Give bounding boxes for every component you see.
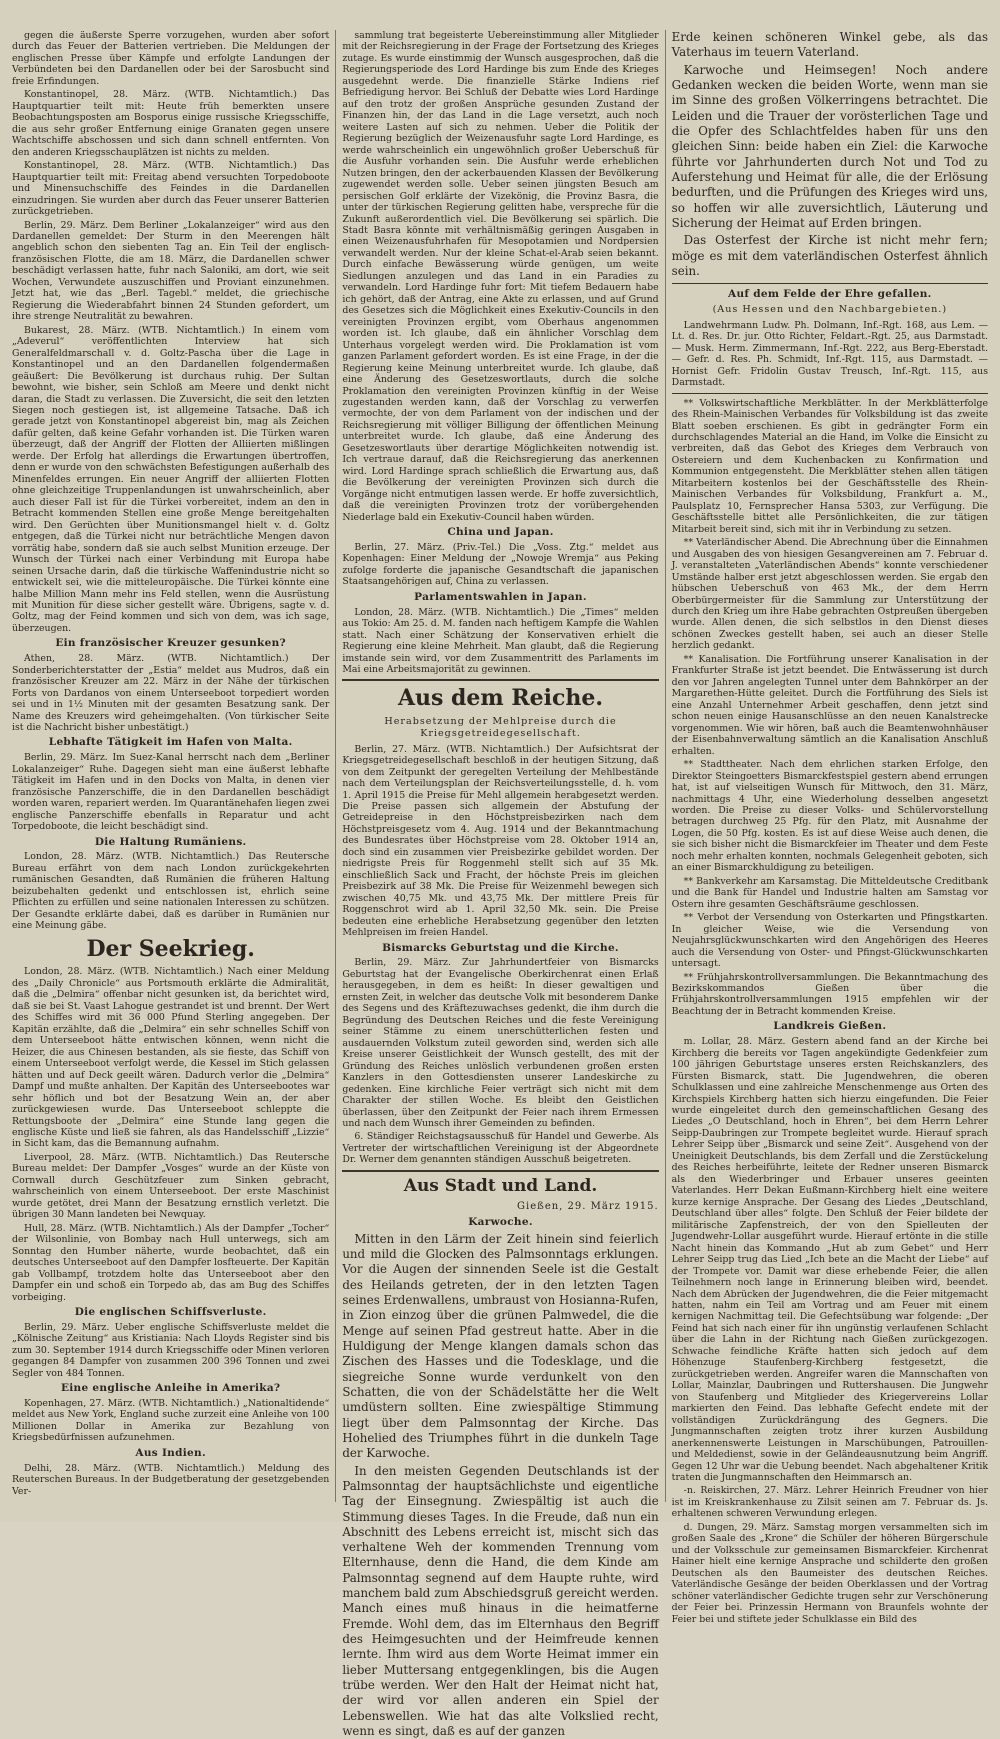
article-paragraph: Berlin, 29. März. Im Suez-Kanal herrscht nach dem „Berliner Lokalanzeiger“ Ruhe. Dagegen sieht man eine äußerst lebhafte Tätigkeit im Hafen und in den Docks von Malta, in denen vier französische Panzerschiffe, die in den Dardanellen beschädigt worden waren, repariert werden. Im Quarantänehafen liegen zwei englische Panzerschiffe ebenfalls in Reparatur und acht Torpedoboote, die leicht beschädigt sind.	[12, 752, 330, 833]
karwoche-body	[342, 1232, 658, 1739]
article-paragraph: Hull, 28. März. (WTB. Nichtamtlich.) Als der Dampfer „Tocher“ der Wilsonlinie, von Bombay nach Hull unterwegs, sich am Sonntag den Humber näherte, wurde beobachtet, daß ein deutsches Unterseeboot auf den Dampfer losfteuerte. Der Kapitän gab Vollbampf, trotzdem holte das Unterseeboot aber den Dampfer ein und schoß ein Torpedo ab, das am Bug des Schiffes vorbeiging.	[12, 1222, 330, 1303]
section-title-reiche: Aus dem Reiche.	[397, 685, 604, 712]
article-paragraph: Berlin, 27. März. (WTB. Nichtamtlich.) Der Aufsichtsrat der Kriegsgetreidegesellschaft beschloß in der heutigen Sitzung, daß von dem Zeitpunkt der geregelten Verteilung der Mehlbestände nach dem Verteilungsplan der Reichsverteilungsstelle, d. h. vom 1. April 1915 die Preise für Mehl allgemein herabgesetzt werden. Die Preise passen sich allgemein der Abstufung der Getreidepreise in den Höchstpreisbezirken nach dem Höchstpreisgesetz vom 4. Aug. 1914 und der Bekanntmachung des Bundesrates über Höchstpreise vom 28. Oktober 1914 an, doch sind ein zusammen vier Preisbezirke gebildet worden. Der niedrigste Preis für Roggenmehl stellt sich auf 35 Mk. einschließlich Sack und Fracht, der höchste Preis im gleichen Preisbezirk auf 38 Mk. Die Preise für Weizenmehl bewegen sich zwischen 40,75 Mk. und 43,75 Mk. Der mittlere Preis für Roggenschrot wird ab 1. April 32,50 Mk. sein. Die Preise bedeuten eine erhebliche Herabsetzung gegenüber den letzten Mehlpreisen im freien Handel.	[342, 743, 659, 939]
headline-japan: Parlamentswahlen in Japan.	[414, 590, 587, 603]
article-paragraph: Das Osterfest der Kirche ist nicht mehr fern; möge es mit dem vaterländischen Osterfest ähnlich sein.	[671, 233, 989, 278]
article-paragraph: ** Volkswirtschaftliche Merkblätter. In der Merkblätterfolge des Rhein-Mainischen Verbandes für Volksbildung ist das zweite Blatt soeben erschienen. Es gibt in gedrängter Form ein durchschlagendes Material an die Hand, im Volke die Einsicht zu verbreiten, daß das Gebot des Krieges dem Verbrauch von Ostereiern und dem Kuchenbacken zu Konfirmation und Kommunion entgegensteht. Die Merkblätter stehen allen tätigen Mitarbeitern kostenlos bei der Geschäftsstelle des Rhein-Mainischen Verbandes für Volksbildung, Frankfurt a. M., Paulsplatz 10, Fernsprecher Hansa 5303, zur Verfügung. Die Geschäftsstelle bittet alle Persönlichkeiten, die zur tätigen Mitarbeit bereit sind, sich mit ihr in Verbindung zu setzen.	[671, 397, 989, 535]
divider	[342, 679, 658, 681]
section-title-seekrieg: Der Seekrieg.	[86, 935, 255, 962]
article-paragraph: -n. Reiskirchen, 27. März. Lehrer Heinrich Freudner von hier ist im Kreiskrankenhause zu Zilsit seinen am 7. Februar ds. Js. erhaltenen schweren Verwundung erlegen.	[671, 1485, 989, 1520]
headline-malta: Lebhafte Tätigkeit im Hafen von Malta.	[48, 736, 293, 749]
headline-rumaenien: Die Haltung Rumäniens.	[94, 835, 247, 848]
column-3	[665, 30, 994, 1625]
article-paragraph: Berlin, 29. März. Dem Berliner „Lokalanzeiger“ wird aus den Dardanellen gemeldet: Der Sturm in den Meerengen hält angeblich schon den siebenten Tag an. Ein Teil der englisch-französischen Flotte, die am 18. März, die Dardanellen schwer beschädigt verlassen hatte, fuhr nach Saloniki, am dort, wie seit Wochen, Verwundete auszuschiffen und Proviant einzunehmen. Jetzt hat, wie das „Berl. Tagebl.“ meldet, die griechische Regierung die Wiederabfahrt binnen 24 Stunden gefordert, um ihre strenge Neutralität zu bewahren.	[12, 219, 330, 323]
article-paragraph: Konstantinopel, 28. März. (WTB. Nichtamtlich.) Das Hauptquartier teilt mit: Freitag abend versuchten Torpedoboote und Minensuchschiffe des Feindes in die Dardanellen einzudringen. Sie wurden aber durch das Feuer unserer Batterien zurückgetrieben.	[12, 160, 330, 218]
column-2	[335, 30, 664, 1739]
article-paragraph: Erde keinen schöneren Winkel gebe, als das Vaterhaus im teuern Vaterland.	[671, 30, 989, 60]
article-paragraph: ** Frühjahrskontrollversammlungen. Die Bekanntmachung des Bezirkskommandos Gießen über die Frühjahrskontrollversammlungen 1915 empfehlen wir der Beachtung der in Betracht kommenden Kreise.	[671, 971, 989, 1017]
article-paragraph: Kopenhagen, 27. März. (WTB. Nichtamtlich.) „Nationaltidende“ meldet aus New York, England suche zurzeit eine Anleihe von 100 Millionen Dollar in Amerika zur Bezahlung von Kriegsbedürfnissen aufzunehmen.	[12, 1397, 330, 1444]
article-paragraph: Konstantinopel, 28. März. (WTB. Nichtamtlich.) Das Hauptquartier teilt mit: Heute früh bemerkten unsere Beobachtungsposten am Bosporus einige russische Kriegsschiffe, die aus sehr großer Entfernung einige Granaten gegen unsere Wachtschiffe abschossen und sich dann schnell entfernten. Von den anderen Kriegsschauplätzen ist nichts zu melden.	[12, 89, 330, 158]
subheadline: (Aus Hessen und den Nachbargebieten.)	[712, 304, 948, 316]
article-paragraph: m. Lollar, 28. März. Gestern abend fand an der Kirche bei Kirchberg die bereits vor Tagen angekündigte Gedenkfeier zum 100 jährigen Geburtstage unseres ersten Reichskanzlers, des Fürsten Bismarck, statt. Die Jugendwehren, die oberen Schulklassen und eine zahlreiche Menschenmenge aus Orten des Kirchspiels Kirchberg hatten sich hierzu eingefunden. Die Feier wurde eingeleitet durch den gemeinschaftlichen Gesang des Liedes „O Deutschland, hoch in Ehren“, bei dem Herrn Lehrer Seipp-Daubringen zur Trompete begleitet wurde. Hierauf sprach Lehrer Seipp über „Bismarck und seine Zeit“. Ausgehend von der Uneinigkeit Deutschlands, bis dem Zerfall und die Zerstückelung des Reiches herbeiführte, leitete der Redner unseren Bismarck als den Wiederbringer und Erbauer unseres geeinten Vaterlandes. Herr Dekan Eußmann-Kirchberg hielt eine weitere kurze kernige Ansprache. Der Gesang des Liedes „Deutschland, Deutschland über alles“ folgte. Den Schluß der Feier bildete der militärische Zapfenstreich, der von den Spielleuten der Jugendwehr-Lollar ausgeführt wurde. Hierauf ertönte in die stille Nacht hinein das Kommando „Hut ab zum Gebet“ und Herr Lehrer Seipp trug das Lied „Ich bete an die Macht der Liebe“ auf der Trompete vor. Damit war diese erhebende Feier, die allen Teilnehmern noch lange in Erinnerung bleiben wird, beendet. Nach dem Abrücken der Jugendwehren, die die Feier mitgemacht hatten, nahm ein Teil am Vortrag und am Feuer mit einem kernigen Nachmittag teil. Die Gefechtsübung war folgende: „Der Feind hat sich nach einer für ihn ungünstig verlaufenen Schlacht über die Lahn in der Richtung nach Gießen zurückgezogen. Schwache feindliche Kräfte hatten sich jedoch auf dem Höhenzuge Staufenberg-Kirchberg festgesetzt, die zurückgetrieben werden. Angreifer waren die Mannschaften von Lollar, Mainzlar, Daubringen und Ruttershausen. Die Jungwehr von Staufenberg und Mitglieder des Kriegervereins Lollar markierten den Feind. Das lebhafte Gefecht endete mit der vollständigen Zurückdrängung des Gegners. Die Jungmannschaften zeigten trotz ihrer kurzen Ausbildung anerkennenswerte Leistungen in Marschübungen, Patrouillen- und Meldedienst, sowie in der Geländeausnutzung beim Angriff. Gegen 12 Uhr war die Uebung beendet. Nach abgehaltener Kritik traten die Jungmannschaften den Heimmarsch an.	[671, 1036, 989, 1484]
section-title-stadt: Aus Stadt und Land.	[403, 1175, 598, 1196]
headline-bismarck: Bismarcks Geburtstag und die Kirche.	[382, 941, 619, 954]
subheadline: Herabsetzung der Mehlpreise durch die Kriegsgetreidegesellschaft.	[384, 716, 617, 739]
article-paragraph: Berlin, 27. März. (Priv.-Tel.) Die „Voss. Ztg.“ meldet aus Kopenhagen: Einer Meldung der „Nowoje Wremja“ aus Peking zufolge forderte die japanische Gesandtschaft die japanischen Staatsangehörigen auf, China zu verlassen.	[342, 541, 659, 588]
article-paragraph: London, 28. März. (WTB. Nichtamtlich.) Das Reutersche Bureau erfährt von dem nach London zurückgekehrten rumänischen Gesandten, daß Rumänien die früheren Haltung beizubehalten gedenkt und entschlossen ist, ehrlich seine Pflichten zu erfüllen und seine nationalen Interessen zu schützen. Der Gesandte erklärte dabei, daß es darüber in Rumänien nur eine Meinung gäbe.	[12, 851, 330, 932]
article-paragraph: Athen, 28. März. (WTB. Nichtamtlich.) Der Sonderberichterstatter der „Estia“ meldet aus Mudros, daß ein französischer Kreuzer am 22. März in der Nähe der türkischen Forts von Dardanos von einem Unterseeboot torpediert worden sei und in 1½ Minuten mit der gesamten Besatzung sank. Der Name des Kreuzers wird geheimgehalten. (Von türkischer Seite ist die Nachricht bisher unbestätigt.)	[12, 653, 330, 733]
article-paragraph: London, 28. März. (WTB. Nichtamtlich.) Die „Times“ melden aus Tokio: Am 25. d. M. fanden nach heftigem Kampfe die Wahlen statt. Nach einer Schätzung der Konservativen erhielt die Regierung eine kleine Mehrheit. Man glaubt, daß die Regierung imstande sein wird, vor dem Zusammentritt des Parlaments im Mai eine Arbeitsmajorität zu gewinnen.	[342, 606, 659, 675]
article-paragraph: In den meisten Gegenden Deutschlands ist der Palmsonntag der hauptsächlichste und eigentliche Tag der Einsegnung. Zwiespältig ist auch die Stimmung dieses Tages. In die Freude, daß nun ein Abschnitt des Lebens erreicht ist, mischt sich das verhaltene Weh der kommenden Trennung vom Elternhause, denn die Hand, die dem Kinde am Palmsonntag segnend auf dem Haupte ruhte, wird manchem bald zum Abschiedsgruß gereicht werden. Manch eines muß hinaus in die heimatferne Fremde. Wohl dem, das im Elternhaus den Begriff des Heimgesuchten und der Heimfreude kennen lernte. Ihm wird aus dem Worte Heimat immer ein lieber Muttersang entgegenklingen, bis die Augen trübe werden. Wer den Halt der Heimat nicht hat, der wird vor allen anderen ein Spiel der Lebenswellen. Wie hat das alte Volkslied recht, wenn es singt, daß es auf der ganzen	[342, 1463, 659, 1739]
article-paragraph: gegen die äußerste Sperre vorzugehen, wurden aber sofort durch das Feuer der Batterien vertrieben. Die Meldungen der englischen Presse über Kämpfe und erfolgte Landungen der Verbündeten bei den Dardanellen oder bei der Sarosbucht sind freie Erfindungen.	[12, 30, 330, 87]
article-paragraph: London, 28. März. (WTB. Nichtamtlich.) Nach einer Meldung des „Daily Chronicle“ aus Portsmouth erklärte die Admiralität, daß die „Delmira“ offenbar nicht gesunken ist, da berichtet wird, daß sie bei St. Vaast Lahogue gestrandet ist und brennt. Der Wert des Schiffes wird mit 36 000 Pfund Sterling angegeben. Der Kapitän erzählte, daß die „Delmira“ ein sehr schnelles Schiff von dem Unterseeboot hätte entwischen können, wenn nicht die Heizer, die aus Chinesen bestanden, als sie fieste, das Schiff von einem Unterseeboot verfolgt werde, die Kessel im Stich gelassen hätten und auf Deck geeilt wären. Dadurch verlor die „Delmira“ Dampf und mußte anhalten. Der Kapitän des Unterseebootes war sehr höflich und bot der Besatzung Wein an, der aber zurückgewiesen wurde. Das Unterseeboot schleppte die Rettungsboote der „Delmira“ eine Stunde lang gegen die englische Küste und ließ sie fahren, als das Handelsschiff „Lizzie“ in Sicht kam, das die Bemannung aufnahm.	[12, 966, 330, 1150]
article-paragraph: Mitten in den Lärm der Zeit hinein sind feierlich und mild die Glocken des Palmsonntags erklungen. Vor die Augen der sinnenden Seele ist die Gestalt des Heilands getreten, der in den letzten Tagen seines Erdenwallens, umbraust von Hosianna-Rufen, in Zion einzog über die grünen Palmwedel, die die Menge auf seinen Pfad gestreut hatte. Aber in die Huldigung der Menge klangen damals schon das Zischen des Hasses und die Todesklage, und die siegreiche Sonne wurde verdunkelt von den Schatten, die von der Schädelstätte her die Welt umdüstern sollten. Eine zwiespältige Stimmung liegt über dem Palmsonntag der Kirche. Das Hohelied des Triumphes führt in die dunkeln Tage der Karwoche.	[342, 1231, 659, 1461]
column-1	[6, 30, 335, 1502]
article-paragraph: Delhi, 28. März. (WTB. Nichtamtlich.) Meldung des Reuterschen Bureaus. In der Budgetberatung der gesetzgebenden Ver-	[12, 1462, 330, 1497]
article-paragraph: Liverpool, 28. März. (WTB. Nichtamtlich.) Das Reutersche Bureau meldet: Der Dampfer „Vosges“ wurde an der Küste von Cornwall durch Geschützfeuer zum Sinken gebracht, wahrscheinlich von einem Unterseeboot. Der erste Maschinist wurde getötet, drei Mann der Besatzung ernstlich verletzt. Die übrigen 30 Mann landeten bei Newquay.	[12, 1151, 330, 1221]
headline-china: China und Japan.	[447, 526, 554, 539]
columns	[6, 30, 994, 1739]
headline-karwoche: Karwoche.	[468, 1215, 533, 1228]
divider	[672, 393, 988, 394]
article-paragraph: Bukarest, 28. März. (WTB. Nichtamtlich.) In einem vom „Adeverul“ veröffentlichten Interview hat sich Generalfeldmarschall v. d. Goltz-Pascha über die Lage in Konstantinopel und an den Dardanellen folgendermaßen geäußert: Die Bevölkerung ist durchaus ruhig. Der Sultan bewohnt, wie bisher, sein Schloß am Meere und denkt nicht daran, die Stadt zu verlassen. Die Zuversicht, die seit den letzten Siegen noch gestiegen ist, ist allgemeine Tatsache. Daß ich gerade jetzt von Konstantinopel abgereist bin, mag als Zeichen dafür gelten, daß keine Gefahr vorhanden ist. Die Türken waren überzeugt, daß der Angriff der Flotten der Alliierten mißlingen werde. Der Erfolg hat allerdings die Erwartungen übertroffen, denn er wurde von den schwächsten Befestigungen außerhalb des Minenfeldes errungen. Ein neuer Angriff der alliierten Flotten ohne gleichzeitige Truppenlandungen ist unwahrscheinlich, aber auch dieser Fall ist für die Türkei vorbereitet, indem an den in Betracht kommenden Stellen eine große Menge bereitgehalten wird. Den Gerüchten über Munitionsmangel hielt v. d. Goltz entgegen, daß die Türkei nicht nur beträchtliche Mengen davon vorrätig habe, sondern daß sie auch selbst Munition erzeuge. Der Wunsch der Türkei nach einer Verbindung mit Europa habe seinen Ursache darin, daß die türkische Waffenindustrie nicht so entwickelt sei, wie die mitteleuropäische. Die Türkei könnte eine halbe Million Mann mehr ins Feld stellen, wenn die Ausrüstung mit Munition für diese sicher gestellt wäre. Übrigens, sagte v. d. Goltz, mag der Feind kommen und sich von dem, was ich sage, überzeugen.	[12, 324, 330, 634]
article-paragraph: ** Vaterländischer Abend. Die Abrechnung über die Einnahmen und Ausgaben des von hiesigen Gesangvereinen am 7. Februar d. J. veranstalteten „Vaterländischen Abends“ konnte verschiedener Umstände halber erst jetzt abgeschlossen werden. Sie ergab den hübschen Ueberschuß von 463 Mk., der dem Herrn Oberbürgermeister für die Sammlung zur Unterstützung der durch den Krieg um ihre Habe gebrachten Ostpreußen übergeben wurde. Allen denen, die sich selbstlos in den Dienst dieses schönen Zweckes gestellt haben, sei auch an dieser Stelle herzlich gedankt.	[671, 537, 989, 652]
article-paragraph: Berlin, 29. März. Zur Jahrhundertfeier von Bismarcks Geburtstag hat der Evangelische Oberkirchenrat einen Erlaß herausgegeben, in dem es heißt: In dieser gewaltigen und ernsten Zeit, in welcher das deutsche Volk mit besonderem Danke des Segens und des Kräftezuwachses gedenkt, die ihm durch die Begründung des Deutschen Reiches und die feste Vereinigung seiner Stämme zu einem unerschütterlichen festen und ausdauernden Volkstum zuteil geworden sind, werden sich alle Kreise unserer Geistlichkeit der Wunsch gestellt, des mit der Gründung des Reiches unlöslich verbundenen großen ersten Kanzlers in den Gottesdiensten unserer Landeskirche zu gedenken. Eine kirchliche Feier verträgt sich nicht mit dem Charakter der stillen Woche. Es bleibt den Geistlichen überlassen, über den Zeitpunkt der Feier nach ihrem Ermessen und nach dem Wunsch ihrer Gemeinden zu befinden.	[342, 957, 659, 1129]
divider	[672, 283, 988, 284]
headline-landkreis: Landkreis Gießen.	[773, 1020, 887, 1033]
article-paragraph: Karwoche und Heimsegen! Noch andere Gedanken wecken die beiden Worte, wenn man sie im Sinne des großen Völkerringens betrachtet. Die Leiden und die Trauer der vorösterlichen Tage und die Opfer des Schlachtfeldes haben für uns den gleichen Sinn: beide haben ein Ziel: die Karwoche führte vor Jahrhunderten durch Not und Tod zu Auferstehung und Heimat für alle, die der Erlösung bedurften, und die Prüfungen des Krieges wird uns, so hoffen wir alle zuversichtlich, Läuterung und Sicherung der Heimat auf Erden bringen.	[671, 62, 989, 230]
headline-kreuzer: Ein französischer Kreuzer gesunken?	[55, 637, 286, 650]
headline-anleihe: Eine englische Anleihe in Amerika?	[60, 1382, 281, 1395]
karwoche-continued	[672, 30, 988, 279]
article-paragraph: 6. Ständiger Reichstagsausschuß für Handel und Gewerbe. Als Vertreter der wirtschaftlichen Vereinigung ist der Abgeordnete Dr. Werner dem genannten ständigen Ausschuß beigetreten.	[342, 1131, 659, 1166]
article-paragraph: ** Stadttheater. Nach dem ehrlichen starken Erfolge, den Direktor Steingoetters Bismarckfestspiel gestern abend errungen hat, ist auf vielseitigen Wunsch für Mittwoch, den 31. März, nachmittags 4 Uhr, eine Wiederholung desselben angesetzt worden. Die Preise zu dieser Volks- und Schülervorstellung betragen durchweg 25 Pfg. für den Platz, mit Ausnahme der Logen, die 50 Pfg. kosten. Es ist auf diese Weise auch denen, die sie sich bisher nicht die Bismarckfeier im Theater und dem Feste noch mehr erhalten konnten, nochmals Gelegenheit geboten, sich an einer Bismarckhuldigung zu beteiligen.	[671, 759, 989, 874]
divider	[342, 1170, 658, 1172]
article-paragraph: d. Dungen, 29. März. Samstag morgen versammelten sich im großen Saale des „Krone“ die Schüler der höheren Bürgerschule und der Volksschule zur gemeinsamen Bismarckfeier. Kirchenrat Hainer hielt eine kernige Ansprache und schilderte den großen Deutschen als den Baumeister des deutschen Reiches. Vaterländische Gesänge der beiden Oberklassen und der Vortrag schöner vaterländischer Gedichte trugen sehr zur Verschönerung der Feier bei. Prinzessin Hermann von Braunfels wohnte der Feier bei und stiftete jeder Schulklasse ein Bild des	[671, 1521, 989, 1625]
article-paragraph: Landwehrmann Ludw. Ph. Dolmann, Inf.-Rgt. 168, aus Lem. — Lt. d. Res. Dr. jur. Otto Richter, Feldart.-Rgt. 25, aus Darmstadt. — Musk. Herm. Zimmermann, Inf.-Rgt. 222, aus Berg-Eberstadt. — Gefr. d. Res. Ph. Schmidt, Inf.-Rgt. 115, aus Darmstadt. — Hornist Gefr. Fridolin Gustav Treusch, Inf.-Rgt. 115, aus Darmstadt.	[671, 319, 989, 389]
headline-indien: Aus Indien.	[135, 1446, 206, 1459]
dateline: Gießen, 29. März 1915.	[517, 1200, 659, 1212]
headline-ehre: Auf dem Felde der Ehre gefallen.	[728, 288, 932, 301]
article-paragraph: sammlung trat begeisterte Uebereinstimmung aller Mitglieder mit der Reichsregierung in der Frage der Fortsetzung des Krieges zutage. Es wurde einstimmig der Wunsch ausgesprochen, daß die Regierungsperiode des Lord Hardinge bis zum Ende des Krieges ausgedehnt werde. Die finanzielle Stärke Indiens rief Befriedigung hervor. Bei Schluß der Debatte wies Lord Hardinge auf den trotz der großen Ansprüche gesunden Zustand der Finanzen hin, der das Land in die Lage versetzt, auch noch weitere Lasten auf sich zu nehmen. Ueber die Politik der Regierung bezüglich der Weizenausfuhr sagte Lord Hardinge, es werde wahrscheinlich ein ungewöhnlich großer Ueberschuß für die Ausfuhr vorhanden sein. Die Ausfuhr werde erheblichen Nutzen bringen, den der ackerbauenden Klassen der Bevölkerung zugewendet werden solle. Ueber seinen jüngsten Besuch am persischen Golf erklärte der Vizekönig, die Provinz Basra, die unter der türkischen Regierung gelitten habe, verspreche für die Zukunft außerordentlich viel. Die Bevölkerung sei spärlich. Die Stadt Basra könnte mit verhältnismäßig geringen Ausgaben in einen Weizenausfuhrhafen für Mesopotamien und Nordpersien verwandelt werden. Nur der kleine Schat-el-Arab seien bekannt. Durch einfache Bewässerung würde genügen, um weite Siedlungen anzulegen und das Land in ein Paradies zu verwandeln. Lord Hardinge fuhr fort: Mit tiefem Bedauern habe ich gehört, daß der Antrag, eine Akte zu erlassen, und auf Grund des Gesetzes sich die Möglichkeit eines Exekutiv-Councils in den vereinigten Provinzen ergibt, vom Oberhaus angenommen worden ist. Ich glaube, daß ein ähnlicher Vorschlag dem Unterhaus vorgelegt werden wird. Die Proklamation ist vom ganzen Parlament gefordert worden. Es ist eine Frage, in der die Regierung keine Meinung unterbreitet wurde. Ich glaube, daß eine Änderung des Gesetzeswortlauts, durch die solche Proklamation den vereinigten Provinzen künftig in der Weise zugestanden werden kann, daß der Vorschlag zu verwerfen vermochte, der von dem Parlament von der indischen und der Reichsregierung mit völliger Billigung der öffentlichen Meinung unterbreitet wurde. Ich glaube, daß eine Änderung des Gesetzeswortlauts über derartige Möglichkeiten notwendig ist. Ich vertraue darauf, daß die Reichsregierung das anerkennen wird. Lord Hardinge sprach schließlich die Erwartung aus, daß die Bevölkerung der vereinigten Provinzen sich durch die Vorgänge nicht entmutigen lassen werde. Er hoffe zuversichtlich, daß die vereinigten Provinzen trotz der vorübergehenden Niederlage bald ein Exekutiv-Council haben würden.	[342, 30, 659, 523]
article-paragraph: ** Kanalisation. Die Fortführung unserer Kanalisation in der Frankfurter Straße ist jetzt beendet. Die Entwässerung ist durch den vor Jahren angelegten Tunnel unter dem Bahnkörper an der Margarethen-Hütte geleitet. Durch die Fortführung des Siels ist eine Anzahl Unternehmer Arbeit geschaffen, denn jetzt sind schon neuen einige Hausanschlüsse an den neuen Kanalstrecke vorgenommen. Wie wir hören, baß auch die Beamtenwohnhäuser der Eisenbahnverwaltung sämtlich an die Kanalisation Anschluß erhalten.	[671, 653, 989, 757]
article-paragraph: ** Verbot der Versendung von Osterkarten und Pfingstkarten. In gleicher Weise, wie die Versendung von Neujahrsglückwunschkarten wird den Angehörigen des Heeres auch die Versendung von Oster- und Pfingst-Glückwunschkarten untersagt.	[671, 912, 989, 970]
headline-verluste: Die englischen Schiffsverluste.	[74, 1306, 267, 1319]
article-paragraph: Berlin, 29. März. Ueber englische Schiffsverluste meldet die „Kölnische Zeitung“ aus Kristiania: Nach Lloyds Register sind bis zum 30. September 1914 durch Kriegsschiffe oder Minen verloren gegangen 84 Dampfer von zusammen 200 396 Tonnen und zwei Segler von 484 Tonnen.	[12, 1321, 330, 1379]
article-paragraph: ** Bankverkehr am Karsamstag. Die Mitteldeutsche Creditbank und die Bank für Handel und Industrie halten am Samstag vor Ostern ihre gesamten Geschäftsräume geschlossen.	[671, 875, 989, 910]
